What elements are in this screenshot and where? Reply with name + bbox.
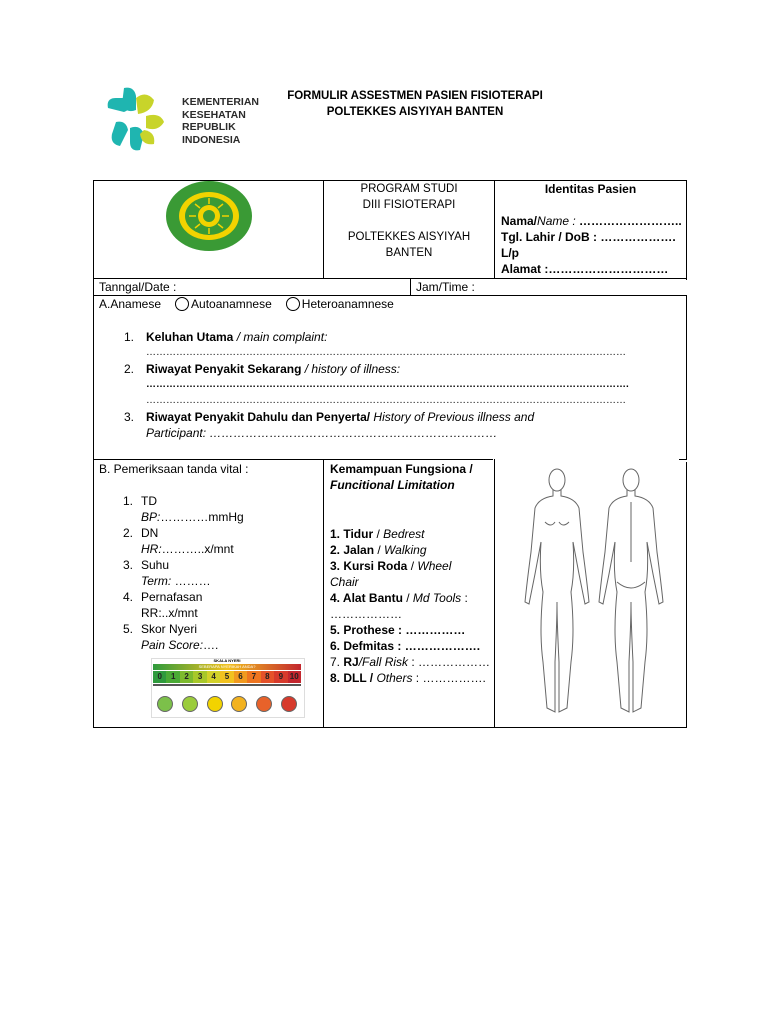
list-item <box>330 670 494 686</box>
list-item <box>330 654 494 670</box>
vital-sub-label: BP: <box>141 510 161 524</box>
item-title: 2. Jalan <box>330 543 375 557</box>
item-title-en: Wheel <box>417 559 452 573</box>
list-item <box>115 621 315 653</box>
functional-list <box>330 526 494 686</box>
program-line: POLTEKKES AISYIYAH <box>347 231 471 243</box>
gender-field: L/p <box>501 246 519 260</box>
pain-face-icon <box>182 696 198 712</box>
list-item <box>330 622 494 638</box>
item-sep: / <box>407 559 418 573</box>
item-title-en: Md Tools <box>412 591 462 605</box>
dotted-line[interactable]: ……………………………………………………………………………………………………………………………… <box>146 395 626 406</box>
program-spacer <box>324 213 494 229</box>
item-title-en: Walking <box>384 543 427 557</box>
name-label: Nama/ <box>501 214 538 228</box>
list-item[interactable] <box>330 606 494 622</box>
item-sep: / <box>402 591 413 605</box>
date-label: Tanngal/Date : <box>99 280 177 294</box>
ministry-line: REPUBLIK <box>182 121 236 133</box>
vital-sub-label: Term: <box>141 574 172 588</box>
list-item <box>330 558 494 574</box>
dotted-line[interactable]: ……………………………………………………………………………………………………………………………… <box>146 347 626 358</box>
list-item <box>330 590 494 606</box>
dotted-line[interactable]: : ……………… <box>408 655 491 669</box>
form-title: FORMULIR ASSESTMEN PASIEN FISIOTERAPI <box>287 90 543 102</box>
pain-scale-number: 0 <box>153 671 166 683</box>
vital-label: Skor Nyeri <box>141 622 198 636</box>
poltekkes-seal-icon <box>165 180 253 254</box>
anamnese-list <box>116 329 676 441</box>
list-item <box>330 542 494 558</box>
item-number: 1. <box>123 494 134 508</box>
item-title: 1. Tidur <box>330 527 374 541</box>
pain-scale-number: 2 <box>180 671 193 683</box>
list-item <box>115 557 315 589</box>
item-title-en: / main complaint: <box>233 330 328 344</box>
item-title: 8. DLL / <box>330 671 377 685</box>
vital-label: TD <box>141 494 157 508</box>
vital-list <box>115 493 315 653</box>
pain-scale-number: 4 <box>207 671 220 683</box>
list-item <box>330 638 494 654</box>
identity-name-row <box>501 213 687 229</box>
item-title: Riwayat Penyakit Sekarang <box>146 362 302 376</box>
vital-value[interactable]: …. <box>203 638 219 652</box>
item-number: 2. <box>123 526 134 540</box>
functional-title: Kemampuan Fungsiona / <box>330 462 473 476</box>
item-title: 3. Kursi Roda <box>330 559 408 573</box>
dob-field: Tgl. Lahir / DoB : ………………. <box>501 230 676 244</box>
assessment-table <box>93 180 687 728</box>
item-title: 4. Alat Bantu <box>330 591 403 605</box>
program-line: BANTEN <box>385 247 433 259</box>
item-number: 5. <box>123 622 134 636</box>
pain-face-icon <box>157 696 173 712</box>
functional-heading <box>330 461 494 493</box>
item-title: 5. Prothese : …………… <box>330 623 466 637</box>
item-title: Keluhan Utama <box>146 330 234 344</box>
pain-scale-number: 3 <box>193 671 206 683</box>
vital-value[interactable]: ……… <box>171 574 211 588</box>
ministry-name <box>182 96 259 146</box>
dotted-line[interactable]: : ……………. <box>412 671 486 685</box>
pain-scale-faces <box>153 696 301 712</box>
pain-scale-number: 10 <box>288 671 301 683</box>
item-title-en: /Fall Risk <box>358 655 409 669</box>
program-line: PROGRAM STUDI <box>360 183 458 195</box>
item-number: 2. <box>124 362 135 376</box>
item-title: RJ <box>343 655 359 669</box>
identity-heading: Identitas Pasien <box>544 182 637 196</box>
vital-label: Suhu <box>141 558 170 572</box>
autoanamnese-label: Autoanamnese <box>191 297 272 311</box>
list-item <box>116 361 676 409</box>
pain-face-icon <box>207 696 223 712</box>
item-title-en: Chair <box>330 575 359 589</box>
vital-value[interactable]: …………mmHg <box>160 510 244 524</box>
dotted-line[interactable]: ………………………………………………………………………………………………………………………………. <box>146 379 629 390</box>
ministry-line: INDONESIA <box>182 133 241 146</box>
vital-value[interactable]: RR:..x/mnt <box>141 606 198 620</box>
autoanamnese-radio[interactable] <box>175 297 189 311</box>
kemenkes-logo-icon <box>106 86 166 152</box>
item-number: 3. <box>123 558 134 572</box>
vital-sub-label: HR: <box>141 542 162 556</box>
list-item <box>115 493 315 525</box>
item-title: Riwayat Penyakit Dahulu dan Penyerta/ <box>146 410 371 424</box>
list-item <box>330 526 494 542</box>
list-item <box>116 329 676 361</box>
item-title-en: Bedrest <box>383 527 425 541</box>
address-field: Alamat :………………………… <box>501 262 669 276</box>
anamnese-label: A.Anamese <box>99 297 162 311</box>
list-item <box>116 409 676 441</box>
anamnese-row <box>99 296 679 312</box>
ministry-line: KEMENTERIAN <box>182 96 260 108</box>
pain-scale-number: 9 <box>274 671 287 683</box>
pain-face-icon <box>231 696 247 712</box>
item-colon: : <box>461 591 468 605</box>
name-label-en: Name : <box>537 214 576 228</box>
time-label: Jam/Time : <box>416 280 475 294</box>
dotted-line[interactable]: ……………… <box>330 607 402 621</box>
vital-label: Pernafasan <box>141 590 203 604</box>
pain-scale-number: 1 <box>166 671 179 683</box>
pain-scale-number: 6 <box>234 671 247 683</box>
item-title: 6. Defmitas : ………………. <box>330 639 481 653</box>
item-number: 1. <box>124 330 135 344</box>
pain-scale-banner <box>153 664 301 670</box>
pain-scale-number: 7 <box>247 671 260 683</box>
program-line: DIII FISIOTERAPI <box>362 199 456 211</box>
ministry-line: KESEHATAN <box>182 108 246 121</box>
item-title-en: / history of illness: <box>301 362 401 376</box>
heteroanamnese-label: Heteroanamnese <box>301 297 394 311</box>
list-item <box>115 525 315 557</box>
pain-scale-numbers <box>153 671 301 683</box>
vital-label: DN <box>141 526 159 540</box>
name-dots: …………………….. <box>575 214 682 228</box>
list-item <box>115 589 315 621</box>
list-item <box>330 574 494 590</box>
pain-scale-title: SKALA NYERI <box>213 658 241 663</box>
vital-sub-label: Pain Score: <box>141 638 204 652</box>
pain-scale-chart <box>151 658 303 716</box>
pain-face-icon <box>256 696 272 712</box>
functional-title-en: Funcitional Limitation <box>330 478 455 492</box>
item-title-en: History of Previous illness and <box>370 410 535 424</box>
item-sep: / <box>374 543 385 557</box>
pain-face-icon <box>281 696 297 712</box>
item-title-en: Others <box>376 671 413 685</box>
item-number: 4. <box>123 590 134 604</box>
vital-heading: B. Pemeriksaan tanda vital : <box>99 462 249 476</box>
dotted-line[interactable]: Participant: ……………………………………………………………… <box>146 426 498 440</box>
body-chart-icon <box>509 462 679 724</box>
item-number: 3. <box>124 410 135 424</box>
item-number: 7. <box>330 655 344 669</box>
vital-value[interactable]: ………..x/mnt <box>161 542 234 556</box>
identity-fields <box>501 213 687 277</box>
form-subtitle: POLTEKKES AISYIYAH BANTEN <box>326 106 504 118</box>
program-studi-cell <box>324 181 494 261</box>
item-sep: / <box>373 527 384 541</box>
pain-scale-number: 8 <box>261 671 274 683</box>
pain-scale-number: 5 <box>220 671 233 683</box>
heteroanamnese-radio[interactable] <box>286 297 300 311</box>
pain-scale-subtitle: SEBERAPA NYERIKAH ANDA? <box>153 664 301 670</box>
